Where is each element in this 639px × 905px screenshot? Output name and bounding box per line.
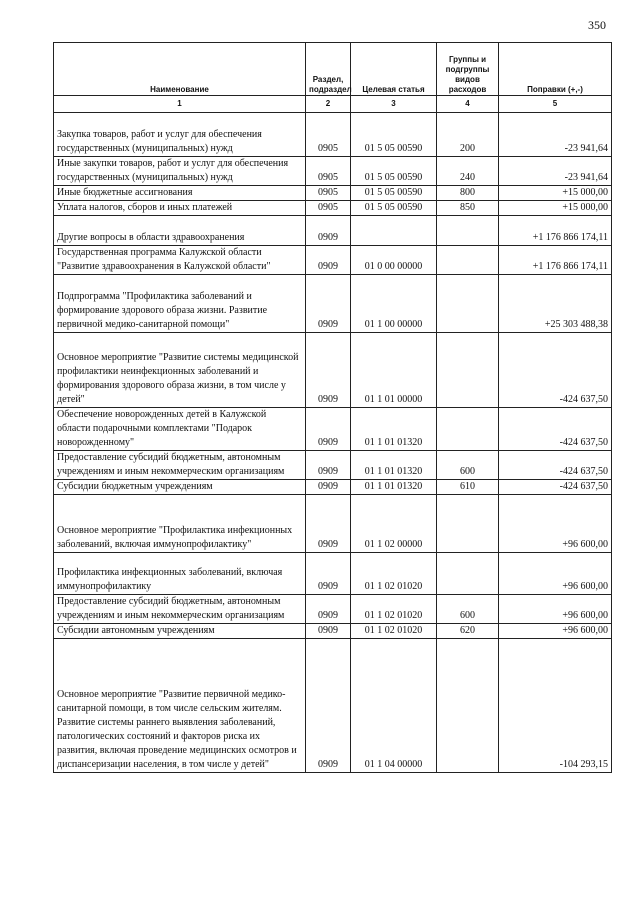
row-name: Иные бюджетные ассигнования [54,186,306,201]
row-name: Основное мероприятие "Профилактика инфекционных заболеваний, включая иммунопрофилактику" [54,495,306,553]
row-amount: +25 303 488,38 [499,275,612,333]
row-name: Иные закупки товаров, работ и услуг для обеспечения государственных (муниципальных) нужд [54,157,306,186]
row-name: Подпрограмма "Профилактика заболеваний и формирование здорового образа жизни. Развитие первичной медико-санитарной помощи" [54,275,306,333]
row-section: 0909 [306,480,351,495]
row-section: 0905 [306,113,351,157]
column-number-row [54,96,612,113]
row-expense-group: 600 [437,451,499,480]
row-target-article [351,216,437,246]
row-target-article: 01 5 05 00590 [351,186,437,201]
header-expense-group: Группы и подгруппы видов расходов [437,43,499,96]
row-section: 0909 [306,595,351,624]
row-amount: +96 600,00 [499,495,612,553]
row-target-article: 01 1 01 00000 [351,333,437,408]
row-expense-group: 850 [437,201,499,216]
row-name: Субсидии автономным учреждениям [54,624,306,639]
row-target-article: 01 1 02 00000 [351,495,437,553]
row-expense-group [437,639,499,773]
row-section: 0909 [306,333,351,408]
row-name: Основное мероприятие "Развитие первичной медико-санитарной помощи, в том числе сельским жителям. Развитие системы раннего выявления заболеваний, патологических состояний и факторов риска их развития, включая проведение медицинских осмотров и диспансеризации населения, в том числе у детей" [54,639,306,773]
row-target-article: 01 0 00 00000 [351,246,437,275]
row-amount: -104 293,15 [499,639,612,773]
column-number: 4 [437,96,499,113]
header-amendments: Поправки (+,-) [499,43,612,96]
table-row [54,595,612,624]
row-amount: -424 637,50 [499,480,612,495]
header-section: Раздел, подраздел [306,43,351,96]
row-section: 0909 [306,495,351,553]
row-amount: +96 600,00 [499,595,612,624]
row-section: 0909 [306,451,351,480]
table-row [54,480,612,495]
column-number: 3 [351,96,437,113]
row-name: Государственная программа Калужской области "Развитие здравоохранения в Калужской области" [54,246,306,275]
table-row [54,246,612,275]
row-amount: -424 637,50 [499,451,612,480]
row-expense-group: 600 [437,595,499,624]
row-expense-group: 620 [437,624,499,639]
row-expense-group: 610 [437,480,499,495]
budget-amendments-table [53,42,612,773]
table-row [54,333,612,408]
row-expense-group [437,216,499,246]
row-target-article: 01 1 02 01020 [351,624,437,639]
table-row [54,408,612,451]
row-name: Закупка товаров, работ и услуг для обеспечения государственных (муниципальных) нужд [54,113,306,157]
row-amount: +96 600,00 [499,624,612,639]
row-name: Обеспечение новорожденных детей в Калужской области подарочными комплектами "Подарок новорожденному" [54,408,306,451]
row-target-article: 01 1 01 01320 [351,451,437,480]
table-row [54,157,612,186]
table-row [54,113,612,157]
row-expense-group [437,553,499,595]
row-name: Субсидии бюджетным учреждениям [54,480,306,495]
row-target-article: 01 1 02 01020 [351,595,437,624]
row-amount: +15 000,00 [499,186,612,201]
row-expense-group [437,333,499,408]
table-row [54,639,612,773]
row-section: 0909 [306,275,351,333]
row-target-article: 01 5 05 00590 [351,157,437,186]
row-amount: +1 176 866 174,11 [499,246,612,275]
row-target-article: 01 1 04 00000 [351,639,437,773]
table-row [54,451,612,480]
row-name: Предоставление субсидий бюджетным, автономным учреждениям и иным некоммерческим организациям [54,595,306,624]
row-name: Другие вопросы в области здравоохранения [54,216,306,246]
row-target-article: 01 1 01 01320 [351,480,437,495]
row-target-article: 01 1 02 01020 [351,553,437,595]
row-section: 0905 [306,186,351,201]
row-amount: -23 941,64 [499,157,612,186]
row-section: 0909 [306,408,351,451]
column-number: 2 [306,96,351,113]
row-amount: -23 941,64 [499,113,612,157]
row-section: 0909 [306,639,351,773]
row-expense-group: 800 [437,186,499,201]
table-row [54,624,612,639]
row-amount: -424 637,50 [499,333,612,408]
header-name: Наименование [54,43,306,96]
header-target-article: Целевая статья [351,43,437,96]
table-row [54,553,612,595]
row-expense-group [437,495,499,553]
row-amount: +15 000,00 [499,201,612,216]
row-name: Уплата налогов, сборов и иных платежей [54,201,306,216]
row-name: Основное мероприятие "Развитие системы медицинской профилактики неинфекционных заболеваний и формирования здорового образа жизни, в том числе у детей" [54,333,306,408]
row-amount: -424 637,50 [499,408,612,451]
row-target-article: 01 1 00 00000 [351,275,437,333]
table-row [54,216,612,246]
row-target-article: 01 1 01 01320 [351,408,437,451]
row-amount: +96 600,00 [499,553,612,595]
row-section: 0909 [306,553,351,595]
table-row [54,495,612,553]
row-name: Профилактика инфекционных заболеваний, включая иммунопрофилактику [54,553,306,595]
column-number: 5 [499,96,612,113]
table-header-row [54,43,612,96]
row-section: 0909 [306,624,351,639]
column-number: 1 [54,96,306,113]
row-section: 0905 [306,157,351,186]
table-row [54,275,612,333]
row-target-article: 01 5 05 00590 [351,113,437,157]
table-row [54,186,612,201]
row-expense-group: 240 [437,157,499,186]
row-expense-group [437,275,499,333]
row-section: 0905 [306,201,351,216]
row-expense-group [437,246,499,275]
row-expense-group: 200 [437,113,499,157]
row-expense-group [437,408,499,451]
row-target-article: 01 5 05 00590 [351,201,437,216]
row-section: 0909 [306,216,351,246]
row-amount: +1 176 866 174,11 [499,216,612,246]
row-name: Предоставление субсидий бюджетным, автономным учреждениям и иным некоммерческим организациям [54,451,306,480]
row-section: 0909 [306,246,351,275]
table-row [54,201,612,216]
page-number: 350 [588,18,606,32]
